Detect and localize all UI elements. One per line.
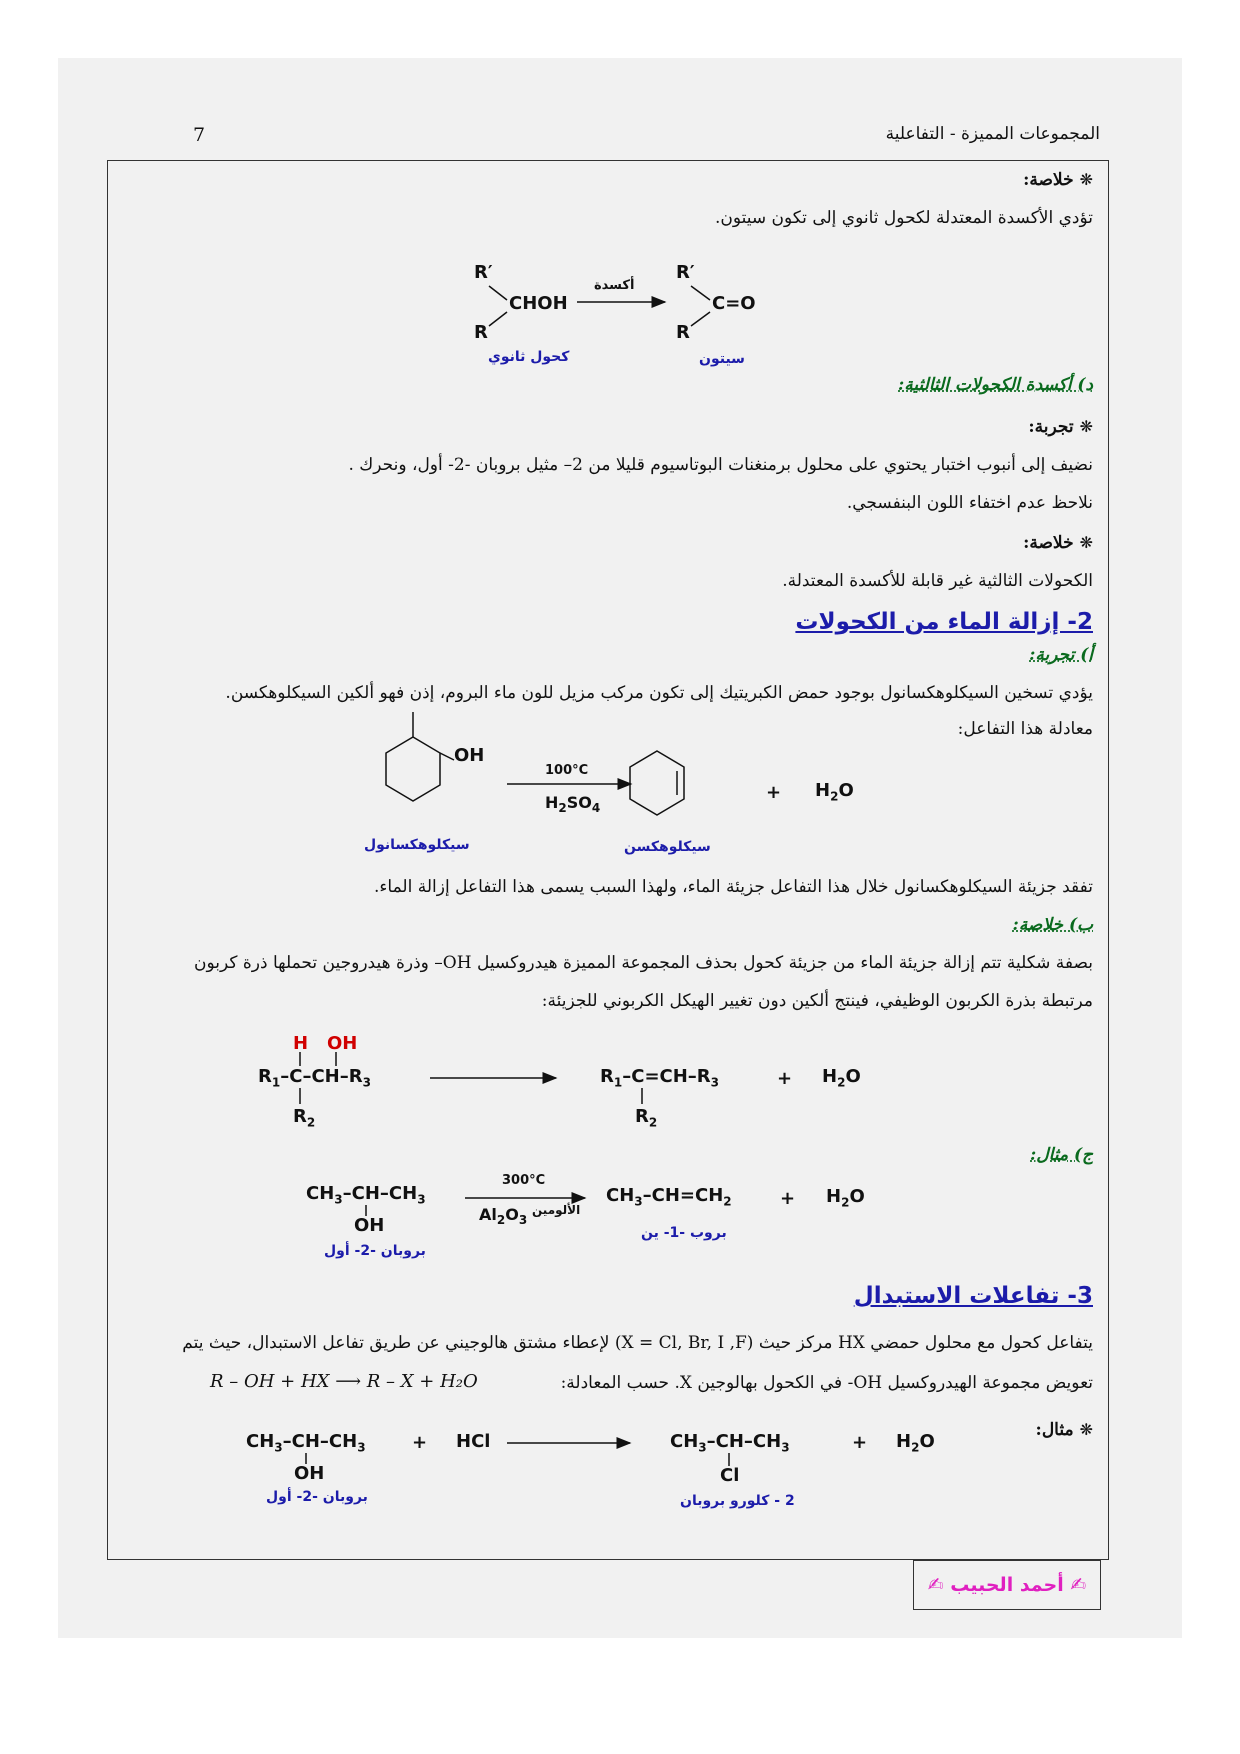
secondary-alcohol-name: كحول ثانوي [488,349,570,365]
oh-bond [440,753,454,760]
propanol-formula: $CH_3-CH-CH_3$ [306,1183,426,1207]
summary-text: تؤدي الأكسدة المعتدلة لكحول ثانوي إلى تكون سيتون. [714,208,1093,228]
bond-line [691,312,710,326]
h-atom-red: H [293,1033,309,1054]
dehydration-title: 2- إزالة الماء من الكحولات [795,609,1093,635]
r2-substituent: $R_2$ [293,1106,316,1130]
plus-sign-2: + [777,1068,793,1089]
summary-b-title: ب) خلاصة: [1012,915,1093,935]
summary-text-2: الكحولات الثالثية غير قابلة للأكسدة المعتدلة. [782,571,1093,591]
plus-sign-5: + [852,1432,868,1453]
cyclohexene-ring [630,751,684,815]
experiment-a-text: يؤدي تسخين السيكلوهكسانول بوجود حمض الكبريتيك إلى تكون مركب مزيل للون ماء البروم، إذن فهو ألكين السيكلوهكسن. [225,683,1093,703]
propanol-oh-2: OH [294,1463,325,1484]
r-prime-2: R′ [676,262,695,283]
experiment-heading: ❋تجربة: [1028,417,1093,437]
example-c-title: ج) مثال: [1030,1145,1093,1165]
water-3: $H_2O$ [826,1186,865,1210]
r2-substituent-alkene: $R_2$ [635,1106,658,1130]
propan-2-ol-name-2: بروبان -2- أول [266,1489,368,1505]
bond-line [489,312,507,326]
water-1: $H_2O$ [815,780,854,804]
alumina-formula: $Al_2O_3$ [479,1205,528,1228]
carbonyl-group: C=O [712,293,756,314]
asterisk-icon: ❋ [1079,417,1093,436]
asterisk-icon: ❋ [1079,1420,1093,1439]
hcl-formula: HCl [456,1431,491,1452]
r-prime-1: R′ [474,262,493,283]
experiment-text-1: نضيف إلى أنبوب اختبار يحتوي على محلول برمنغنات البوتاسيوم قليلا من 2– مثيل بروبان -2- أول، ونحرك . [348,455,1093,475]
sulfuric-acid: $H_2SO_4$ [545,793,601,816]
water-loss-text: تفقد جزيئة السيكلوهكسانول خلال هذا التفاعل جزيئة الماء، ولهذا السبب يسمى هذا التفاعل إزالة الماء. [374,877,1093,897]
author-signature: ✍ أحمد الحبيب ✍ [913,1560,1101,1610]
temperature-label: 100°C [545,763,589,778]
tertiary-oxidation-title: د) أكسدة الكحولات الثالثية: [898,375,1093,395]
substitution-text-1: يتفاعل كحول مع محلول حمضي HX مركز حيث (X = Cl, Br, I ,F) لإعطاء مشتق هالوجيني عن طريق تفاعل الاستبدال، حيث يتم [182,1333,1093,1353]
r-2: R [676,322,690,343]
general-alkene: $R_1-C=CH-R_3$ [600,1066,720,1090]
page-number: 7 [193,124,206,146]
chloropropane-formula: $CH_3-CH-CH_3$ [670,1431,790,1455]
bond-line [489,286,507,300]
summary-b-text-2: مرتبطة بذرة الكربون الوظيفي، فينتج ألكين دون تغيير الهيكل الكربوني للجزيئة: [541,991,1093,1011]
summary-heading: ❋خلاصة: [1023,170,1093,190]
plus-sign-3: + [780,1188,796,1209]
equation-label: معادلة هذا التفاعل: [957,719,1093,739]
water-2: $H_2O$ [822,1066,861,1090]
ketone-name: سيتون [699,351,745,367]
oxidation-label: أكسدة [594,278,635,293]
summary-heading-2: ❋خلاصة: [1023,533,1093,553]
oh-label: OH [454,745,485,766]
water-4: $H_2O$ [896,1431,935,1455]
summary-b-text-1: بصفة شكلية تتم إزالة جزيئة الماء من جزيئة كحول بحذف المجموعة المميزة هيدروكسيل OH– وذرة هيدروجين تحملها ذرة كربون [194,953,1093,973]
header-title: المجموعات المميزة - التفاعلية [885,124,1100,144]
cyclohexanol-ring [386,737,440,801]
substitution-title: 3- تفاعلات الاستبدال [853,1283,1093,1309]
propene-formula: $CH_3-CH=CH_2$ [606,1185,732,1209]
choh-group: CHOH [509,293,568,314]
temperature-300: 300°C [502,1173,546,1188]
asterisk-icon: ❋ [1079,170,1093,189]
chlorine-atom: Cl [720,1465,740,1486]
oh-red: OH [327,1033,358,1054]
propene-name: بروب -1- ين [641,1225,727,1241]
experiment-a-title: أ) تجربة: [1029,645,1093,665]
cyclohexanol-name: سيكلوهكسانول [364,837,470,853]
chloropropane-name: 2 - كلورو بروبان [680,1493,795,1509]
propanol-formula-2: $CH_3-CH-CH_3$ [246,1431,366,1455]
bond-line [691,286,710,300]
cyclohexene-name: سيكلوهكسن [624,839,711,855]
substitution-text-2: تعويض مجموعة الهيدروكسيل OH- في الكحول بهالوجين X. حسب المعادلة: [560,1373,1093,1393]
r-1: R [474,322,488,343]
experiment-text-2: نلاحظ عدم اختفاء اللون البنفسجي. [846,493,1093,513]
plus-sign-1: + [766,782,782,803]
general-alcohol: $R_1-C-CH-R_3$ [258,1066,371,1090]
asterisk-icon: ❋ [1079,533,1093,552]
example-heading: ❋مثال: [1035,1420,1093,1440]
propan-2-ol-name: بروبان -2- أول [324,1243,426,1259]
plus-sign-4: + [412,1432,428,1453]
substitution-equation: R – OH + HX ⟶ R – X + H₂O [210,1371,478,1392]
alumina-label: الألومين [532,1203,581,1217]
propanol-oh: OH [354,1215,385,1236]
